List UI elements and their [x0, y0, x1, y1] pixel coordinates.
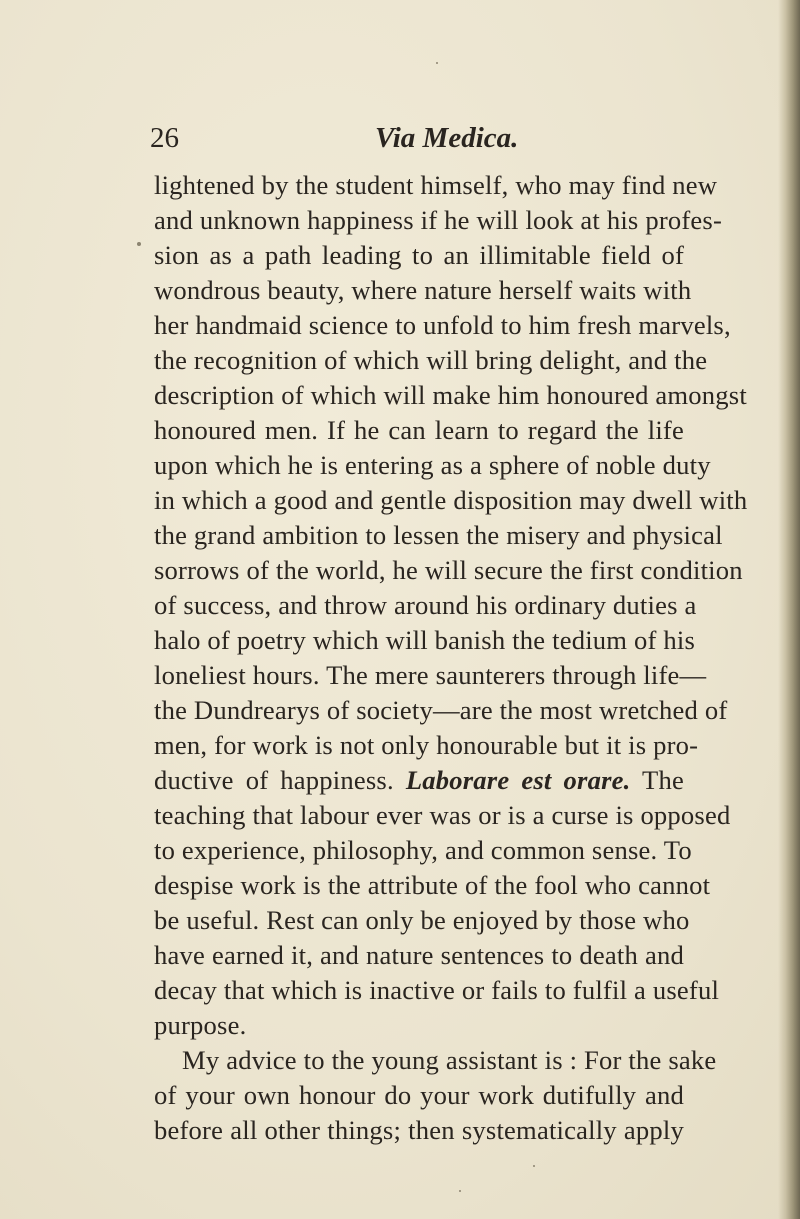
text-line: halo of poetry which will banish the tedium of his	[154, 625, 696, 655]
text-line: the Dundrearys of society—are the most wretched of	[154, 695, 728, 725]
text-line: description of which will make him honoured amongst	[154, 380, 747, 410]
text-line: teaching that labour ever was or is a curse is opposed	[154, 800, 731, 830]
paper-speck	[137, 242, 141, 246]
page-edge-shadow	[778, 0, 800, 1219]
paper-speck	[436, 62, 438, 64]
paper-speck	[533, 1165, 535, 1167]
text-line: decay that which is inactive or fails to fulfil a useful	[154, 975, 720, 1005]
text-line: wondrous beauty, where nature herself waits with	[154, 275, 692, 305]
text-line: before all other things; then systematically apply	[154, 1115, 684, 1145]
text-line: the recognition of which will bring delight, and the	[154, 345, 708, 375]
text-line: of success, and throw around his ordinary duties a	[154, 590, 697, 620]
text-line: lightened by the student himself, who may find new	[154, 170, 718, 200]
running-title: Via Medica.	[375, 122, 519, 154]
paper-speck	[459, 1190, 461, 1192]
text-line: sorrows of the world, he will secure the first condition	[154, 555, 743, 585]
text-line-with-italic	[154, 763, 684, 798]
text-line: her handmaid science to unfold to him fresh marvels,	[154, 310, 731, 340]
text-line: men, for work is not only honourable but it is pro-	[154, 730, 699, 760]
text-line: the grand ambition to lessen the misery and physical	[154, 520, 723, 550]
text-run: The	[630, 765, 684, 795]
latin-motto: Laborare est orare.	[405, 765, 631, 795]
text-line: of your own honour do your work dutifully and	[154, 1080, 684, 1110]
text-line: My advice to the young assistant is : For the sake	[182, 1045, 717, 1075]
text-line: have earned it, and nature sentences to death and	[154, 940, 684, 970]
text-line: sion as a path leading to an illimitable field of	[154, 240, 684, 270]
text-line: honoured men. If he can learn to regard the life	[154, 415, 684, 445]
text-line: purpose.	[154, 1010, 247, 1040]
text-run: ductive of happiness.	[154, 765, 406, 795]
body-text	[154, 168, 748, 1148]
text-line: loneliest hours. The mere saunterers through life—	[154, 660, 707, 690]
text-line: in which a good and gentle disposition may dwell with	[154, 485, 748, 515]
text-line: despise work is the attribute of the fool who cannot	[154, 870, 711, 900]
text-line: and unknown happiness if he will look at his profes-	[154, 205, 723, 235]
page-number: 26	[150, 122, 179, 154]
running-head	[0, 118, 800, 158]
text-line: be useful. Rest can only be enjoyed by those who	[154, 905, 690, 935]
text-line: upon which he is entering as a sphere of noble duty	[154, 450, 711, 480]
text-line: to experience, philosophy, and common sense. To	[154, 835, 692, 865]
